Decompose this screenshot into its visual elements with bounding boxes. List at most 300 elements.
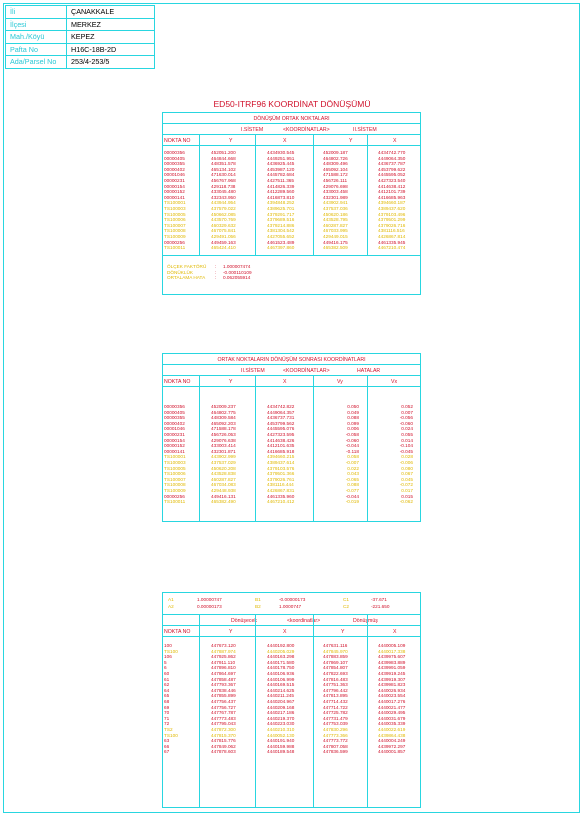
table1-col-x1: X: [283, 138, 287, 144]
x2-cell: 4440029.495: [378, 710, 406, 716]
x2-cell: 4379026.716: [378, 222, 406, 228]
x2-cell: 4439864.438: [378, 732, 406, 738]
x-cell: 4379103.576: [267, 465, 295, 471]
point-id: 00000231: [164, 431, 185, 437]
x2-cell: 4467210.474: [378, 245, 406, 251]
y1-cell: 447849.062: [211, 743, 236, 749]
point-id: TS100009: [164, 487, 186, 493]
vx-cell: 0.024: [401, 426, 413, 432]
y2-cell: 467033.995: [323, 228, 348, 234]
y1-cell: 443944.954: [211, 200, 236, 206]
param-a1: 1.00000747: [197, 597, 222, 602]
param-a2: 0.00000173: [197, 604, 222, 609]
x-cell: 4416685.918: [267, 448, 295, 454]
point-id: 00000256: [164, 493, 185, 499]
point-id: 67: [164, 749, 170, 755]
y2-cell: 429449.015: [323, 233, 348, 239]
x2-cell: 4427323.540: [378, 177, 406, 183]
x2-cell: 4426867.814: [378, 233, 406, 239]
y2-cell: 447773.772: [323, 738, 348, 744]
y-cell: 452009.237: [211, 404, 236, 409]
x2-cell: 4412101.739: [378, 189, 406, 195]
x2-cell: 4440017.338: [378, 648, 406, 654]
point-id: 00000152: [164, 189, 185, 195]
x1-cell: 4414826.339: [267, 183, 295, 189]
point-id: 71: [164, 715, 170, 721]
x-cell: 4379501.366: [267, 471, 295, 477]
info-value: ÇANAKKALE: [67, 6, 155, 19]
x2-cell: 4439919.307: [378, 676, 406, 682]
y1-cell: 449459.163: [211, 239, 236, 245]
point-id: TS100003: [164, 459, 186, 465]
table2-header-row: [163, 376, 420, 387]
info-key: İli: [6, 6, 67, 19]
point-id: 00000402: [164, 166, 185, 172]
table1-bottom-rule: [163, 255, 420, 256]
y1-cell: 471630.014: [211, 172, 236, 178]
vx-cell: -0.072: [399, 482, 413, 488]
y1-cell: 450662.085: [211, 211, 236, 217]
y-cell: 460287.827: [211, 476, 236, 482]
param-b2: 1.0000747: [279, 604, 302, 609]
x1-cell: 4379291.717: [267, 211, 295, 217]
x1-cell: 4427055.652: [267, 233, 295, 239]
vx-cell: 0.055: [401, 431, 413, 437]
x-cell: 4379026.761: [267, 476, 295, 482]
point-id: 00000256: [164, 239, 185, 245]
vy-cell: 0.088: [347, 415, 359, 421]
vy-cell: 0.022: [347, 465, 359, 471]
y1-cell: 447911.110: [211, 659, 236, 665]
y2-cell: 447883.859: [323, 654, 348, 660]
vx-cell: -0.006: [399, 459, 413, 465]
x1-cell: 4379214.886: [267, 222, 295, 228]
y2-cell: 465092.104: [323, 166, 348, 172]
y2-cell: 456726.111: [323, 177, 348, 183]
table2-col-x: X: [283, 379, 287, 385]
y1-cell: 447864.697: [211, 670, 236, 676]
x-cell: 4461335.960: [267, 493, 295, 499]
point-id: 00000405: [164, 409, 185, 415]
point-id: TS100006: [164, 217, 186, 223]
x-cell: 4449064.357: [267, 409, 295, 415]
x1-cell: 4440106.999: [267, 676, 295, 682]
vx-cell: -0.045: [399, 448, 413, 454]
x1-cell: 4440209.168: [267, 704, 295, 710]
y1-cell: 437579.022: [211, 205, 236, 211]
point-id: 00000154: [164, 437, 185, 443]
y1-cell: 447896.810: [211, 665, 236, 671]
x1-cell: 4434930.545: [267, 150, 295, 155]
info-row: [6, 43, 155, 56]
param-label: DÖNÜKLÜK: [167, 269, 194, 275]
table2-errors-label: HATALAR: [357, 368, 381, 374]
table-row: [163, 499, 421, 505]
point-id: TS100007: [164, 476, 186, 482]
x1-cell: 4440189.548: [267, 749, 295, 755]
x1-cell: 4440204.967: [267, 698, 295, 704]
point-id: TS100003: [164, 205, 186, 211]
table2-body: [163, 404, 421, 505]
point-id: TS100011: [164, 245, 186, 251]
y2-cell: 447796.442: [323, 687, 348, 693]
y-cell: 433003.414: [211, 443, 236, 449]
point-id: TS100005: [164, 211, 186, 217]
point-id: TS100001: [164, 200, 186, 206]
point-id: 106: [164, 654, 172, 660]
x2-cell: 4439975.607: [378, 654, 406, 660]
table2-col-point: NOKTA NO: [164, 379, 191, 385]
table1-sys2: II.SİSTEM: [353, 127, 377, 133]
x-cell: 4412101.635: [267, 443, 295, 449]
table3-header-row: [163, 626, 420, 637]
x-cell: 4427323.595: [267, 431, 295, 437]
x1-cell: 4440223.030: [267, 721, 295, 727]
x2-cell: 4449064.350: [378, 155, 406, 161]
point-id: TS100006: [164, 471, 186, 477]
y1-cell: 447878.603: [211, 749, 236, 755]
point-id: 62: [164, 682, 170, 688]
x2-cell: 4434742.770: [378, 150, 406, 155]
x1-cell: 4440159.988: [267, 743, 295, 749]
x-cell: 4453799.562: [267, 420, 295, 426]
point-id: 00000405: [164, 155, 185, 161]
x1-cell: 4394848.252: [267, 200, 295, 206]
x1-cell: 4440219.370: [267, 715, 295, 721]
y1-cell: 447756.437: [211, 698, 236, 704]
x1-cell: 4440214.625: [267, 687, 295, 693]
table2-caption: ORTAK NOKTALARIN DÖNÜŞÜM SONRASI KOORDİNATLARI: [217, 357, 366, 363]
point-id: 6: [164, 665, 167, 671]
y1-cell: 447793.367: [211, 682, 236, 688]
x2-cell: 4436737.787: [378, 161, 406, 167]
table3-head-right: Dönüşmüş: [353, 618, 378, 624]
y2-cell: 449416.175: [323, 239, 348, 245]
point-id: 00000141: [164, 448, 185, 454]
param-label-a1: A1: [168, 597, 174, 602]
vy-cell: 0.043: [347, 471, 359, 477]
vy-cell: 0.006: [347, 426, 359, 432]
y-cell: 471588.178: [211, 426, 236, 432]
param-label: ÖLÇEK FAKTÖRÜ: [167, 264, 207, 269]
y2-cell: 447731.479: [323, 715, 348, 721]
vx-cell: 0.028: [401, 454, 413, 460]
transform-param: [167, 275, 252, 281]
table2-col-vx: Vx: [391, 379, 398, 385]
x1-cell: 4440178.750: [267, 665, 295, 671]
point-id: 00000141: [164, 194, 185, 200]
table1-params: [167, 264, 252, 281]
document-title: ED50-ITRF96 KOORDİNAT DÖNÜŞÜMÜ: [213, 99, 371, 109]
x1-cell: 4389625.701: [267, 205, 295, 211]
x1-cell: 4449251.951: [267, 155, 295, 161]
converted-points-table: [162, 592, 421, 808]
param-value: 1.000007474: [223, 264, 251, 269]
vy-cell: 0.058: [347, 454, 359, 460]
table2-system-row: [163, 365, 420, 376]
info-value: MERKEZ: [67, 18, 155, 31]
vy-cell: -0.019: [345, 499, 359, 505]
vy-cell: 0.050: [347, 404, 359, 409]
y2-cell: 432301.989: [323, 194, 348, 200]
y1-cell: 465134.102: [211, 166, 236, 172]
info-value: H16C-18B-2D: [67, 43, 155, 56]
y-cell: 465092.203: [211, 420, 236, 426]
x1-cell: 4440052.130: [267, 732, 295, 738]
point-id: 60: [164, 670, 170, 676]
x1-cell: 4440205.029: [267, 648, 295, 654]
table3-col-y1: Y: [229, 629, 233, 635]
x-cell: 4414638.426: [267, 437, 295, 443]
table3-coords-label: <koordinatlar>: [287, 618, 321, 624]
info-value: KEPEZ: [67, 31, 155, 44]
param-label-a2: A2: [168, 604, 174, 609]
x-cell: 4445595.076: [267, 426, 295, 432]
point-id: 00000152: [164, 443, 185, 449]
info-key: İlçesi: [6, 18, 67, 31]
point-id: 00000356: [164, 150, 185, 155]
table3-col-y2: Y: [341, 629, 345, 635]
x2-cell: 4439981.823: [378, 682, 406, 688]
y2-cell: 447816.483: [323, 676, 348, 682]
y2-cell: 447836.599: [323, 749, 348, 755]
x2-cell: 4394660.187: [378, 200, 406, 206]
x2-cell: 4453799.622: [378, 166, 406, 172]
y2-cell: 447854.807: [323, 665, 348, 671]
x2-cell: 4445595.052: [378, 172, 406, 178]
table3-params-row: [163, 593, 420, 615]
vx-cell: -0.104: [399, 443, 413, 449]
x2-cell: 4416685.963: [378, 194, 406, 200]
y-cell: 448309.584: [211, 415, 236, 421]
x-cell: 4467210.412: [267, 499, 295, 505]
x1-cell: 4379689.516: [267, 217, 295, 223]
point-id: TS100: [164, 648, 178, 654]
x1-cell: 4440211.245: [267, 693, 295, 699]
point-id: 5: [164, 659, 167, 665]
y2-cell: 452009.187: [323, 150, 348, 155]
info-row: [6, 31, 155, 44]
param-label: ORTALAMA HATA: [167, 275, 206, 281]
vy-cell: -0.044: [345, 443, 359, 449]
param-separator: :: [215, 264, 217, 269]
table1-header-row: [163, 135, 420, 146]
y1-cell: 447872.300: [211, 726, 236, 732]
x1-cell: 4440191.940: [267, 738, 295, 744]
table1-sys1: I.SİSTEM: [241, 127, 264, 133]
point-id: 00001046: [164, 172, 185, 178]
y-cell: 432301.871: [211, 448, 236, 454]
point-id: 63: [164, 738, 170, 744]
y1-cell: 432343.950: [211, 194, 236, 200]
table2-coords-label: <KOORDİNATLAR>: [283, 368, 330, 374]
y-cell: 465382.490: [211, 499, 236, 505]
info-key: Mah./Köyü: [6, 31, 67, 44]
y1-cell: 447773.483: [211, 715, 236, 721]
y2-cell: 460287.827: [323, 222, 348, 228]
param-label-b1: B1: [255, 597, 261, 602]
y1-cell: 447855.899: [211, 693, 236, 699]
vy-cell: -0.044: [345, 493, 359, 499]
table1-col-y1: Y: [229, 138, 233, 144]
table3-body: [163, 643, 421, 755]
param-label-c2: C2: [343, 604, 349, 609]
vx-cell: 0.017: [401, 487, 413, 493]
vy-cell: -0.060: [345, 437, 359, 443]
y1-cell: 447858.487: [211, 676, 236, 682]
table1-system-row: [163, 124, 420, 135]
vx-cell: -0.060: [399, 420, 413, 426]
transformed-points-table: [162, 353, 421, 522]
info-row: [6, 6, 155, 19]
point-id: 00000355: [164, 415, 185, 421]
vy-cell: 0.088: [347, 482, 359, 488]
vx-cell: -0.062: [399, 499, 413, 505]
y1-cell: 447838.446: [211, 687, 236, 693]
vx-cell: -0.056: [399, 415, 413, 421]
point-id: 70: [164, 710, 170, 716]
x2-cell: 4439991.059: [378, 665, 406, 671]
y-cell: 456726.053: [211, 431, 236, 437]
y2-cell: 443902.941: [323, 200, 348, 206]
x2-cell: 4439972.297: [378, 743, 406, 749]
point-id: 72: [164, 721, 170, 727]
x2-cell: 4439983.889: [378, 659, 406, 665]
vx-cell: 0.052: [401, 404, 413, 409]
table2-caption-row: [163, 354, 420, 365]
table-row: [163, 245, 421, 251]
x2-cell: 4414638.412: [378, 183, 406, 189]
x2-cell: 4440004.249: [378, 738, 406, 744]
y1-cell: 447673.120: [211, 643, 236, 648]
y2-cell: 429076.698: [323, 183, 348, 189]
x1-cell: 4461523.489: [267, 239, 295, 245]
y1-cell: 433045.480: [211, 189, 236, 195]
y-cell: 443902.999: [211, 454, 236, 460]
y2-cell: 447830.296: [323, 726, 348, 732]
point-id: 00000355: [164, 161, 185, 167]
point-id: 00000402: [164, 420, 185, 426]
point-id: 61: [164, 676, 170, 682]
y2-cell: 447813.895: [323, 693, 348, 699]
y1-cell: 447815.370: [211, 732, 236, 738]
vy-cell: 0.049: [347, 409, 359, 415]
table1-coords-label: <KOORDİNATLAR>: [283, 127, 330, 133]
table3-system-row: [163, 615, 420, 626]
vy-cell: -0.077: [345, 487, 359, 493]
point-id: 65: [164, 693, 170, 699]
x-cell: 4436737.731: [267, 415, 295, 421]
x1-cell: 4445782.684: [267, 172, 295, 178]
x1-cell: 4440163.298: [267, 654, 295, 660]
x2-cell: 4440023.554: [378, 693, 406, 699]
y2-cell: 447714.722: [323, 704, 348, 710]
x1-cell: 4440210.310: [267, 726, 295, 732]
x1-cell: 4381304.542: [267, 228, 295, 234]
table-row: [163, 749, 421, 755]
x2-cell: 4440026.934: [378, 687, 406, 693]
point-id: TS100001: [164, 454, 186, 460]
y1-cell: 447815.776: [211, 738, 236, 744]
param-value: 0.062055914: [223, 275, 251, 281]
vy-cell: -0.118: [346, 448, 359, 454]
info-row: [6, 18, 155, 31]
x1-cell: 4416873.810: [267, 194, 295, 200]
info-key: Ada/Parsel No: [6, 56, 67, 69]
x2-cell: 4440031.679: [378, 715, 406, 721]
point-id: 69: [164, 704, 170, 710]
table2-col-vy: Vy: [337, 379, 343, 385]
vy-cell: -0.058: [345, 431, 359, 437]
y-cell: 464802.775: [211, 409, 236, 415]
x1-cell: 4440171.580: [267, 659, 295, 665]
y2-cell: 447631.116: [323, 643, 348, 648]
point-id: TS2: [164, 726, 173, 732]
x1-cell: 4440106.936: [267, 670, 295, 676]
point-id: 00001046: [164, 426, 185, 432]
x1-cell: 4440169.515: [267, 682, 295, 688]
table1-col-x2: X: [393, 138, 397, 144]
y2-cell: 450620.186: [323, 211, 348, 217]
y1-cell: 443570.769: [211, 217, 236, 223]
x2-cell: 4379103.496: [378, 211, 406, 217]
param-label-c1: C1: [343, 597, 349, 602]
y-cell: 443528.838: [211, 471, 236, 477]
y1-cell: 467075.841: [211, 228, 236, 234]
vx-cell: 0.015: [401, 493, 413, 499]
y1-cell: 465424.410: [211, 245, 236, 251]
x2-cell: 4440017.276: [378, 698, 406, 704]
table1-col-y2: Y: [349, 138, 353, 144]
point-id: TS100008: [164, 228, 186, 234]
vx-cell: 0.014: [401, 437, 413, 443]
table1-caption: DÖNÜŞÜM ORTAK NOKTALARI: [253, 116, 330, 122]
y-cell: 437537.029: [211, 459, 236, 465]
vy-cell: -0.007: [345, 459, 359, 465]
point-id: 00000356: [164, 404, 185, 409]
y-cell: 467034.083: [211, 482, 236, 488]
x-cell: 4394660.215: [267, 454, 295, 460]
x1-cell: 4427511.365: [267, 177, 295, 183]
table3-col-x2: X: [393, 629, 397, 635]
y2-cell: 447714.432: [323, 698, 348, 704]
vx-cell: 0.045: [401, 476, 413, 482]
x-cell: 4434742.822: [267, 404, 295, 409]
y2-cell: 433003.458: [323, 189, 348, 195]
table1-body: [163, 150, 421, 251]
table3-head-left: Dönüşecek: [231, 618, 257, 624]
y-cell: 450620.208: [211, 465, 236, 471]
x1-cell: 4436925.445: [267, 161, 295, 167]
y1-cell: 464844.668: [211, 155, 236, 161]
param-separator: :: [215, 275, 217, 281]
vy-cell: 0.099: [347, 420, 359, 426]
x1-cell: 4412289.560: [267, 189, 295, 195]
y1-cell: 447756.727: [211, 704, 236, 710]
x2-cell: 4379501.299: [378, 217, 406, 223]
point-id: 00000231: [164, 177, 185, 183]
info-row: [6, 56, 155, 69]
table1-caption-row: [163, 113, 420, 124]
point-id: TS100007: [164, 222, 186, 228]
x1-cell: 4467397.860: [267, 245, 295, 251]
info-key: Pafta No: [6, 43, 67, 56]
y-cell: 429076.638: [211, 437, 236, 443]
param-c1: -37.671: [371, 597, 387, 602]
y2-cell: 447753.039: [323, 721, 348, 727]
x2-cell: 4440035.339: [378, 721, 406, 727]
point-id: TS100011: [164, 499, 186, 505]
